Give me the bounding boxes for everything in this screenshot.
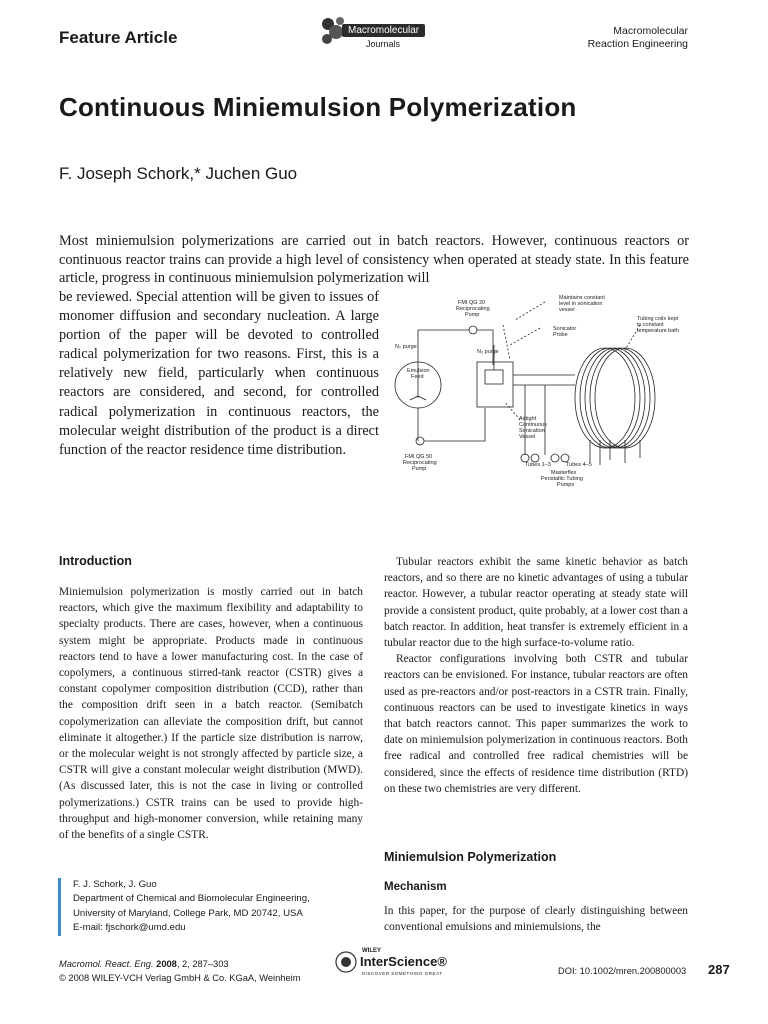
copyright-line: © 2008 WILEY-VCH Verlag GmbH & Co. KGaA, Weinheim (59, 972, 301, 983)
heading-mechanism: Mechanism (384, 881, 447, 893)
label-maintains-2: level in sonication (559, 301, 603, 307)
label-masterflex-1: Masterflex (551, 470, 577, 476)
label-pump-top-2: Reciprocating (456, 306, 490, 312)
right-column-top (384, 554, 688, 797)
affil-dept: Department of Chemical and Biomolecular Engineering, (73, 893, 310, 905)
wiley-text: WILEY (362, 948, 381, 954)
label-tubing-3: temperature bath (637, 328, 679, 334)
label-airtight-2: Continuous (519, 422, 547, 428)
affil-email: E-mail: fjschork@umd.edu (73, 922, 186, 934)
journal-name-line1: Macromolecular (613, 25, 688, 37)
reactor-setup-figure (385, 290, 695, 490)
label-pump-bottom-2: Reciprocating (403, 460, 437, 466)
tubular-paragraph: Tubular reactors exhibit the same kinetic behavior as batch reactors, and so there are no kinetic advantages of using a tubular reactor. However, a tubular reactor operating at steady state will provide a consistent product, quite probably, at a lower cost than a batch reactor. In addition, heat transfer is extremely efficient in a tubular reactor due to the high surface-to-volume ratio. (384, 556, 688, 650)
reactor-config-paragraph: Reactor configurations involving both CSTR and tubular reactors can be envisioned. For instance, tubular reactors are often used as pre-reactors and/or post-reactors in a CSTR train. Finally, continuous reactors can be used to investigate kinetics in ways that batch reactors cannot. This paper summarizes the work to date on miniemulsion polymerization in continuous reactors. Both free radical and controlled free radical chemistries will be considered, since the effects of residence time distribution (RTD) on these two chemistries are very different. (384, 653, 688, 795)
label-masterflex-3: Pumps (557, 482, 575, 488)
author-affiliation (58, 878, 373, 936)
footer-citation (59, 958, 300, 985)
abstract-full-width: Most miniemulsion polymerizations are carried out in batch reactors. However, continuous reactors or continuous reactor trains can provide a high level of consistency when operated at steady state. In this feature article, progress in continuous miniemulsion polymerization will (59, 233, 689, 287)
abstract-column: be reviewed. Special attention will be given to issues of monomer diffusion and secondary nucleation. A large portion of the paper will be devoted to controlled radical polymerization for two reasons. First, this is a relatively new field, particularly when continuous reactors are considered, and second, for controlled radical polymerization in continuous reactors, the molecular weight distribution of the product is a direct function of the reactor residence time distribution. (59, 289, 379, 458)
logo-title: Macromolecular (342, 24, 425, 37)
heading-miniemulsion: Miniemulsion Polymerization (384, 850, 557, 864)
label-emulsion-1: Emulsion (407, 368, 430, 374)
article-title: Continuous Miniemulsion Polymerization (59, 92, 577, 122)
label-tubes-1-3: Tubes 1–3 (525, 462, 551, 468)
interscience-text: InterScience® (360, 954, 447, 969)
label-tubing-1: Tubing coils kept (637, 316, 679, 322)
label-pump-top-3: Pump (465, 312, 480, 318)
label-airtight-4: Vessel (519, 434, 536, 440)
label-n2-purge-b: N₂ purge (477, 349, 499, 355)
citation-rest: , 2, 287–303 (176, 959, 229, 969)
heading-introduction: Introduction (59, 554, 132, 568)
label-airtight-3: Sonication (519, 428, 545, 434)
citation-journal: Macromol. React. Eng. (59, 959, 154, 969)
logo-subtitle: Journals (366, 39, 401, 49)
intro-text: Miniemulsion polymerization is mostly carried out in batch reactors, which give the maximum flexibility and adaptability to specialty products. There are cases, however, when a continuous system might be appropriate. Products made in continuous reactors tend to have a lower manufacturing cost. In the case of copolymers, a continuous stirred-tank reactor (CSTR) gives a constant copolymer composition distribution (CCD), rather than the composition drift seen in a batch reactor. (Semibatch copolymerization can alleviate the composition drift, but cannot eliminate it altogether.) If the particle size distribution is narrow, or the molecular weight is not strongly affected by particle size, a CSTR will give a constant molecular weight distribution (MWD). (As discussed later, this is not the case in living or controlled polymerizations.) CSTR trains can be used to provide high-throughput and high-monomer conversion, while retaining many of the benefits of a single CSTR. (59, 586, 363, 842)
section-label: Feature Article (59, 28, 178, 47)
label-masterflex-2: Peristaltic Tubing (541, 476, 583, 482)
citation-year: 2008 (156, 959, 177, 969)
wiley-globe-icon (334, 950, 358, 974)
affil-univ: University of Maryland, College Park, MD 20742, USA (73, 907, 303, 919)
journal-name (548, 25, 688, 51)
label-sonicator-1: Sonicator (553, 326, 577, 332)
wiley-tagline: DISCOVER SOMETHING GREAT (362, 971, 443, 976)
pump-bottom (416, 437, 424, 445)
label-tubes-4-5: Tubes 4–5 (566, 462, 592, 468)
mechanism-text: In this paper, for the purpose of clearly distinguishing between conventional emulsions and miniemulsions, the (384, 905, 688, 934)
sonication-vessel (477, 362, 513, 407)
pump-top (469, 326, 477, 334)
journal-name-line2: Reaction Engineering (587, 38, 688, 50)
label-pump-top: FMI QG 20 (458, 300, 486, 306)
label-tubing-2: in constant (637, 322, 664, 328)
intro-paragraph (59, 584, 363, 843)
label-n2-purge-a: N₂ purge (395, 344, 417, 350)
label-sonicator-2: Probe (553, 332, 568, 338)
article-authors: F. Joseph Schork,* Juchen Guo (59, 164, 298, 183)
label-maintains-3: vessel (559, 307, 575, 313)
page-number: 287 (708, 962, 730, 977)
citation-line (59, 958, 300, 972)
affil-names: F. J. Schork, J. Guo (73, 879, 157, 890)
label-pump-bottom-3: Pump (412, 466, 427, 472)
journal-logo (318, 14, 443, 48)
tubing-coils (575, 348, 655, 448)
label-airtight-1: Airtight (519, 416, 537, 422)
label-maintains-1: Maintains constant (559, 295, 605, 301)
footer-doi: DOI: 10.1002/mren.200800003 (558, 966, 687, 976)
label-emulsion-2: Feed (411, 374, 424, 380)
mechanism-paragraph (384, 903, 688, 935)
wiley-interscience-logo (334, 948, 454, 984)
label-pump-bottom-1: FMI QG 50 (405, 454, 433, 460)
